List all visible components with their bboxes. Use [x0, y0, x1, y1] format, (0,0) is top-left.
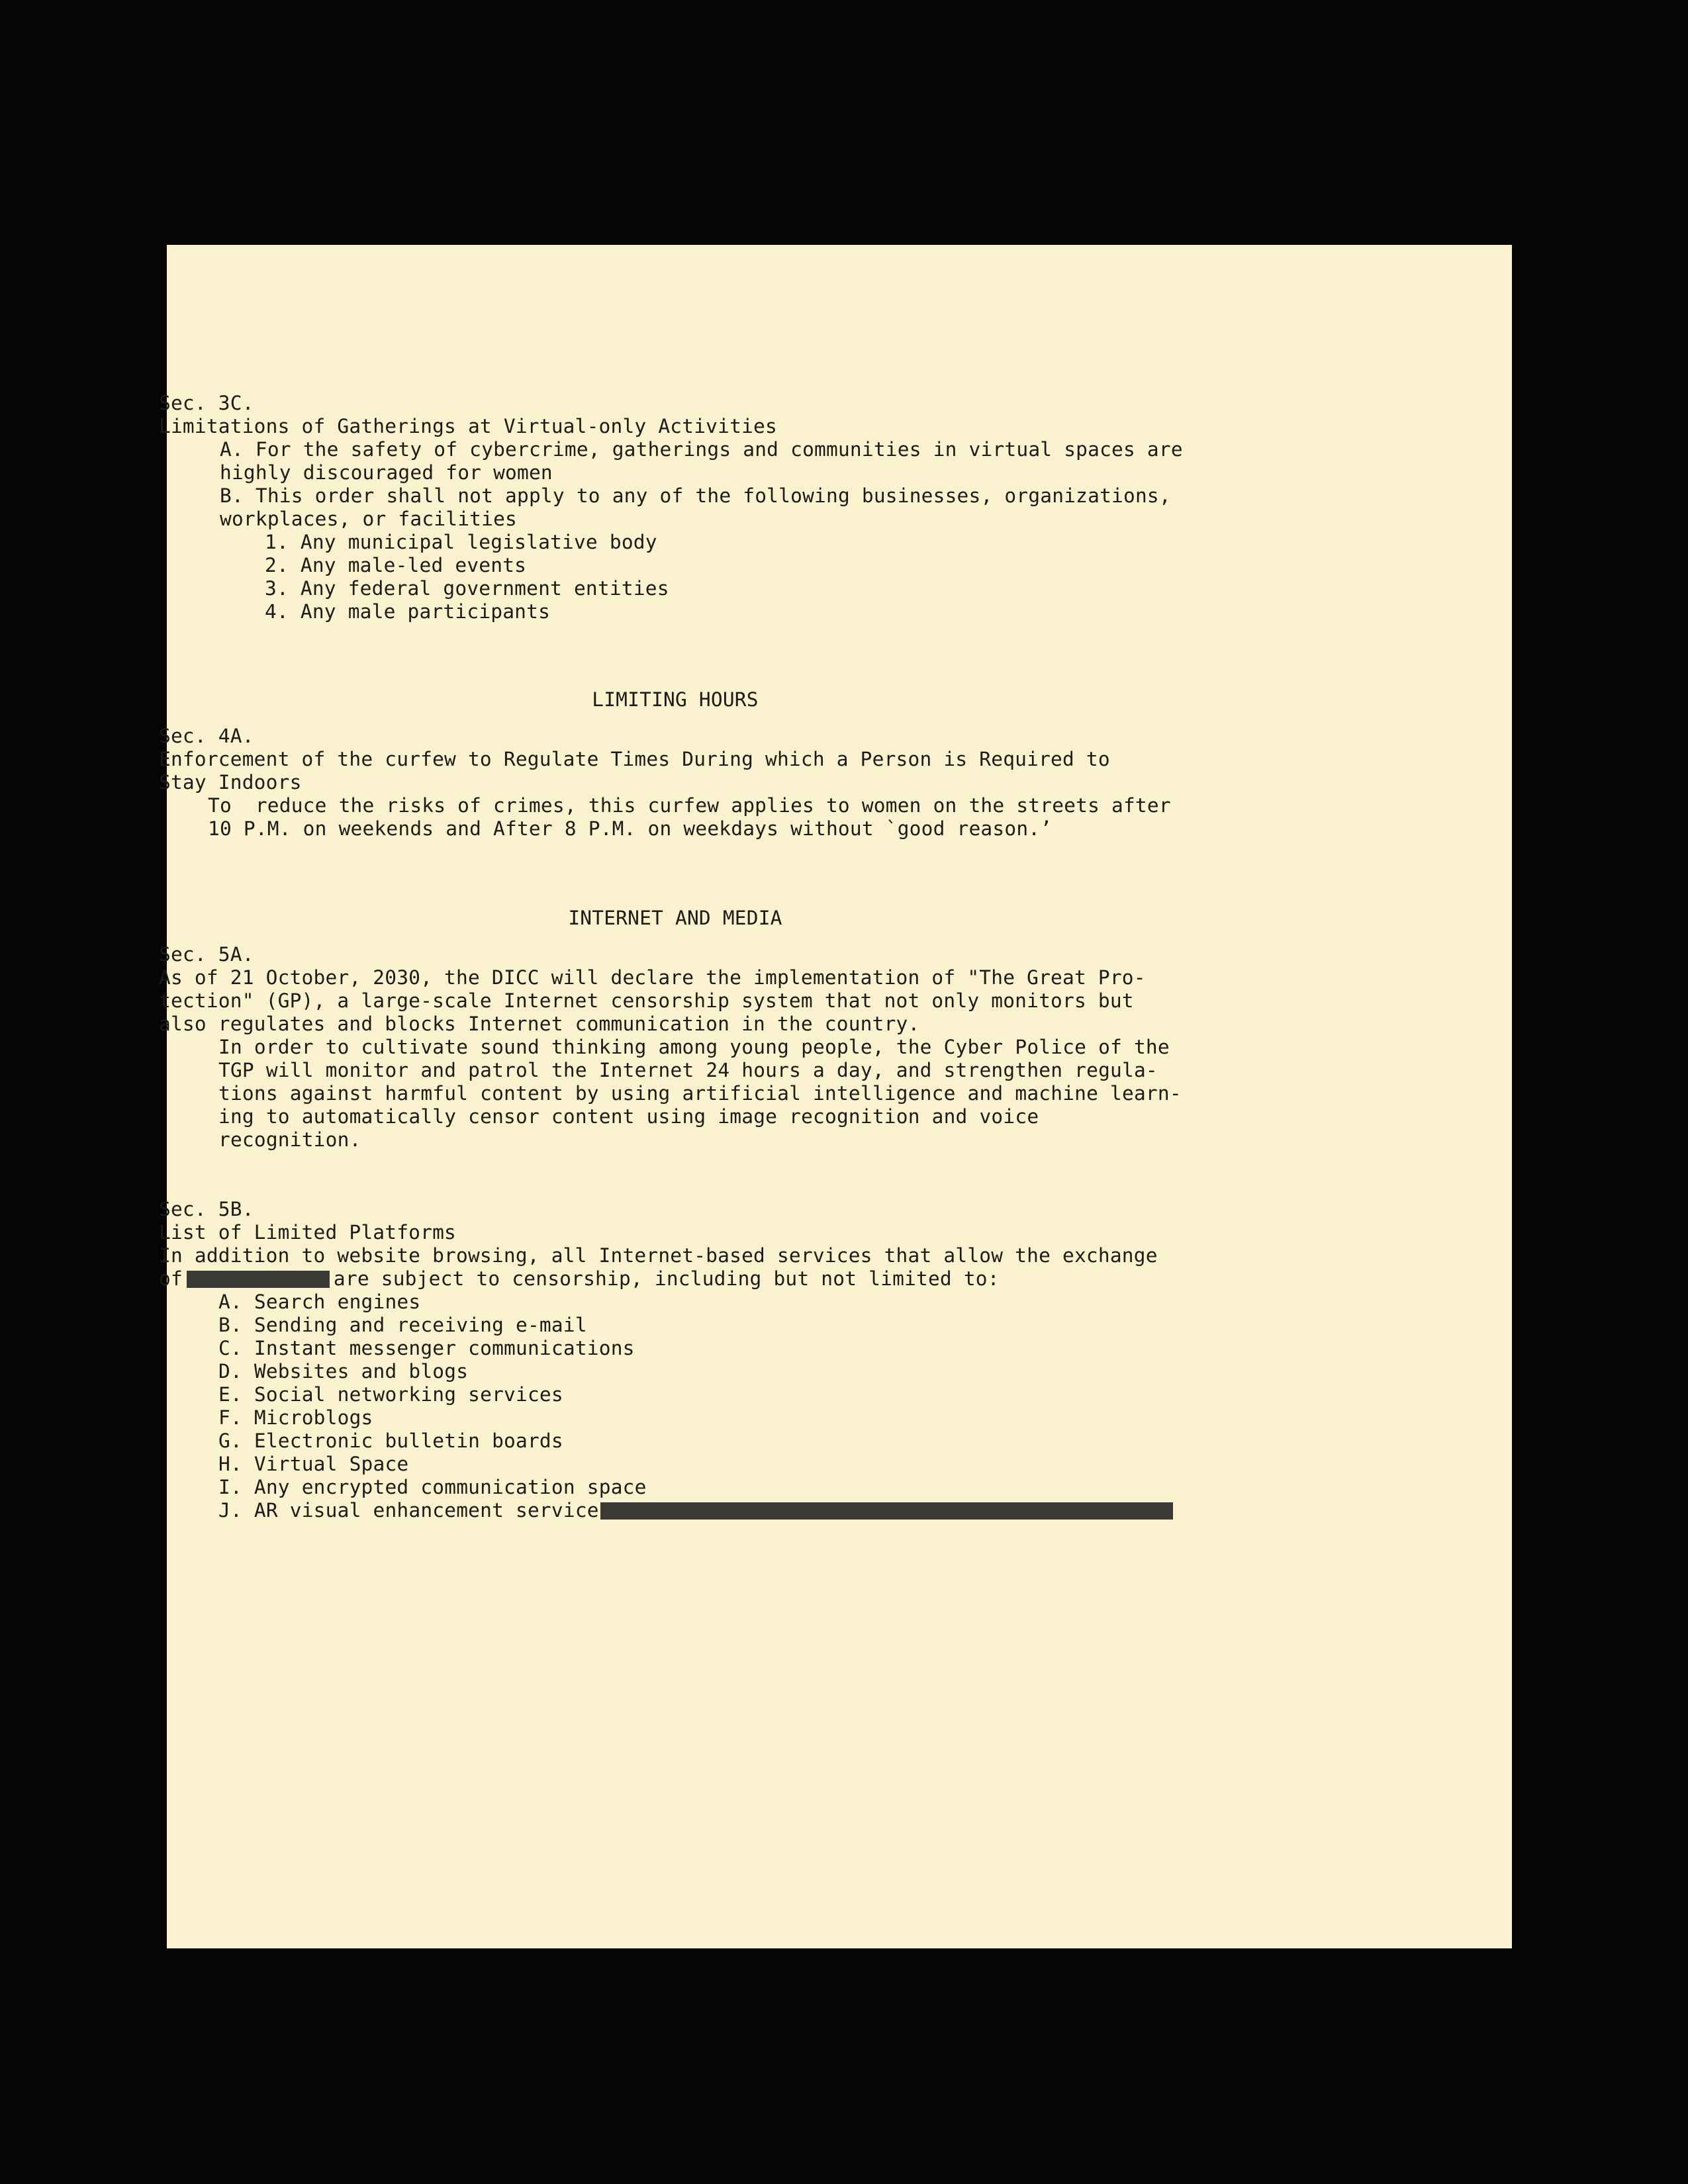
sec5b-list-item-text: J. AR visual enhancement service	[218, 1499, 599, 1522]
sec3c-item-a-line1: A. For the safety of cybercrime, gatherings and communities in virtual spaces are	[220, 438, 1183, 461]
sec3c-list-item: 1. Any municipal legislative body	[265, 531, 657, 553]
sec3c-item-b-line2: workplaces, or facilities	[220, 508, 518, 530]
sec5a-paragraph2-line5: recognition.	[218, 1128, 361, 1151]
redaction-bar	[600, 1502, 1173, 1520]
sec5a-paragraph2-line2: TGP will monitor and patrol the Internet 24 hours a day, and strengthen regula-	[218, 1059, 1158, 1081]
sec5b-list-item: I. Any encrypted communication space	[218, 1476, 647, 1498]
sec5b-intro-line2	[159, 1267, 1192, 1291]
sec5a-heading: Sec. 5A.	[159, 943, 254, 966]
sec3c-title: Limitations of Gatherings at Virtual-only Activities	[159, 415, 777, 437]
sec5b-list-item: F. Microblogs	[218, 1406, 373, 1429]
sec5b-list-item-last	[159, 1499, 1192, 1522]
sec4a-body-line1: To reduce the risks of crimes, this curfew applies to women on the streets after	[208, 794, 1171, 817]
sec4a-title-line2: Stay Indoors	[159, 771, 302, 794]
sec5a-paragraph1-line3: also regulates and blocks Internet communication in the country.	[159, 1013, 920, 1035]
redaction-bar	[187, 1271, 330, 1288]
sec5a-paragraph1-line1: As of 21 October, 2030, the DICC will declare the implementation of "The Great Pro-	[159, 966, 1146, 989]
sec3c-item-a-line2: highly discouraged for women	[220, 461, 553, 484]
section-title-limiting-hours: LIMITING HOURS	[592, 688, 759, 711]
sec4a-body-line2: 10 P.M. on weekends and After 8 P.M. on weekdays without `good reason.’	[208, 817, 1053, 840]
sec4a-heading: Sec. 4A.	[159, 725, 254, 747]
sec5b-list-item: B. Sending and receiving e-mail	[218, 1314, 587, 1336]
sec5a-paragraph1-line2: tection" (GP), a large-scale Internet censorship system that not only monitors but	[159, 989, 1134, 1012]
sec5b-list-item: D. Websites and blogs	[218, 1360, 469, 1383]
sec5b-list-item: H. Virtual Space	[218, 1453, 409, 1475]
sec4a-title-line1: Enforcement of the curfew to Regulate Times During which a Person is Required to	[159, 748, 1110, 770]
section-title-internet-media: INTERNET AND MEDIA	[568, 907, 782, 929]
sec3c-heading: Sec. 3C.	[159, 392, 254, 414]
document-body	[159, 392, 1192, 1522]
sec5a-paragraph2-line4: ing to automatically censor content using image recognition and voice	[218, 1105, 1039, 1128]
sec3c-list-item: 3. Any federal government entities	[265, 577, 669, 600]
sec5b-list-item: A. Search engines	[218, 1291, 421, 1313]
sec5b-heading: Sec. 5B.	[159, 1198, 254, 1220]
sec3c-item-b-line1: B. This order shall not apply to any of the following businesses, organizations,	[220, 484, 1171, 507]
sec5b-list-item: C. Instant messenger communications	[218, 1337, 635, 1359]
sec5b-intro-line2-end: are subject to censorship, including but not limited to:	[333, 1267, 1000, 1290]
sec5b-intro-line1: In addition to website browsing, all Internet-based services that allow the exchange	[159, 1244, 1158, 1267]
sec5b-list-item: E. Social networking services	[218, 1383, 563, 1406]
sec5b-intro-line2-start: of	[159, 1267, 183, 1290]
sec3c-list-item: 2. Any male-led events	[265, 554, 527, 576]
sec5a-paragraph2-line3: tions against harmful content by using artificial intelligence and machine learn-	[218, 1082, 1182, 1105]
sec3c-list-item: 4. Any male participants	[265, 600, 551, 623]
sec5b-title: List of Limited Platforms	[159, 1221, 457, 1244]
sec5a-paragraph2-line1: In order to cultivate sound thinking among young people, the Cyber Police of the	[218, 1036, 1170, 1058]
sec5b-list-item: G. Electronic bulletin boards	[218, 1430, 563, 1452]
